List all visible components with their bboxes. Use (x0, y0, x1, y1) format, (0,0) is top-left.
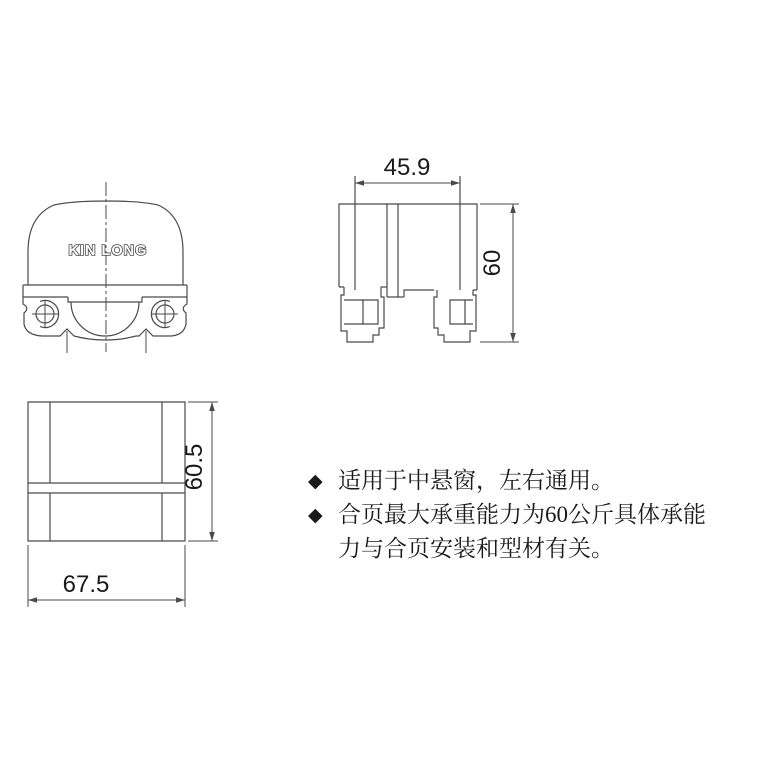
brand-logo-text: KIN LONG (68, 243, 148, 259)
note-text (338, 498, 706, 566)
arrowhead-up-icon (209, 402, 215, 411)
arrowhead-left-icon (355, 180, 364, 186)
side-body-outline (339, 204, 477, 290)
note-line: 合页最大承重能力为60公斤具体承能 (338, 502, 706, 527)
front-lower-body-outline (23, 297, 187, 340)
dimension-bottom-width (28, 545, 185, 607)
arrowhead-down-icon (209, 532, 215, 541)
arrowhead-up-icon (510, 204, 516, 213)
side-left-foot-detail (344, 300, 378, 324)
arrowhead-right-icon (451, 180, 460, 186)
side-right-foot-outline (434, 290, 476, 342)
front-pivot-semicircle (71, 302, 139, 336)
bottom-view (28, 402, 185, 541)
side-bottom-edges (339, 287, 477, 297)
bullet-diamond-icon: ◆ (308, 504, 323, 526)
arrowhead-right-icon (176, 597, 185, 603)
dim-label-bottom-height: 60.5 (181, 443, 208, 491)
note-line: 力与合页安装和型材有关。 (338, 536, 614, 561)
dimension-bottom-height (181, 402, 218, 541)
note-text (338, 464, 614, 498)
arrowhead-left-icon (28, 597, 37, 603)
note-item-usage (308, 464, 753, 498)
screw-right-icon (151, 301, 178, 328)
notes-section (308, 464, 753, 566)
note-line: 适用于中悬窗，左右通用。 (338, 468, 614, 493)
bullet-diamond-icon: ◆ (308, 470, 323, 492)
arrowhead-down-icon (510, 333, 516, 342)
dimension-side-width (355, 154, 460, 186)
side-right-foot-detail (450, 300, 473, 324)
side-view (339, 176, 477, 342)
dimension-side-height (479, 204, 519, 342)
front-band-bottom-line (23, 297, 187, 302)
bottom-inner-verticals (50, 402, 162, 541)
dim-label-side-width: 45.9 (383, 154, 431, 181)
note-item-capacity (308, 498, 753, 566)
screw-left-icon (32, 301, 59, 328)
dim-label-side-height: 60 (479, 249, 506, 277)
bottom-cross-band-lines (28, 483, 185, 493)
side-slot-lines (387, 204, 398, 297)
dim-label-bottom-width: 67.5 (62, 571, 110, 598)
front-view (23, 182, 187, 353)
